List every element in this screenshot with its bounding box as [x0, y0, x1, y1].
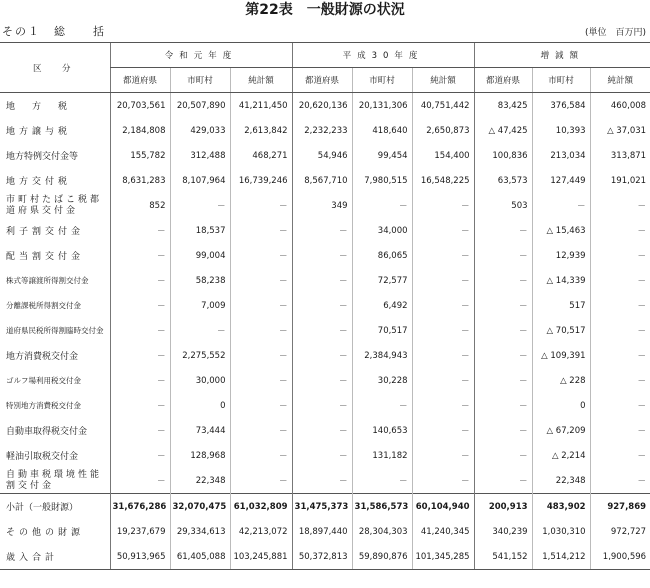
cell-value: 58,238	[170, 268, 230, 293]
cell-value: 418,640	[352, 118, 412, 143]
cell-value: －	[292, 418, 352, 443]
cell-value: 0	[170, 393, 230, 418]
table-row	[0, 368, 650, 393]
cell-value: 61,032,809	[230, 494, 292, 520]
table-row	[0, 93, 650, 119]
cell-value: －	[590, 343, 650, 368]
cell-value: －	[110, 418, 170, 443]
cell-value: 6,492	[352, 293, 412, 318]
cell-value: －	[412, 343, 474, 368]
cell-value: －	[230, 318, 292, 343]
cell-value: 18,897,440	[292, 519, 352, 544]
cell-value: 30,228	[352, 368, 412, 393]
cell-value: 31,676,286	[110, 494, 170, 520]
table-row	[0, 494, 650, 520]
header-sub: 純計額	[412, 68, 474, 93]
cell-value: 63,573	[474, 168, 532, 193]
cell-value: －	[230, 418, 292, 443]
cell-value: 41,211,450	[230, 93, 292, 119]
table-row	[0, 168, 650, 193]
cell-value: －	[352, 468, 412, 494]
cell-value: －	[474, 393, 532, 418]
cell-value: △ 70,517	[532, 318, 590, 343]
cell-value: －	[532, 193, 590, 218]
cell-value: －	[230, 243, 292, 268]
table-row	[0, 468, 650, 494]
header-sub: 市町村	[352, 68, 412, 93]
row-label: 小計（一般財源）	[0, 494, 110, 520]
cell-value: －	[292, 268, 352, 293]
cell-value: －	[110, 318, 170, 343]
table-row	[0, 519, 650, 544]
cell-value: －	[110, 218, 170, 243]
cell-value: －	[474, 343, 532, 368]
cell-value: 927,869	[590, 494, 650, 520]
cell-value: 1,514,212	[532, 544, 590, 570]
cell-value: －	[292, 243, 352, 268]
cell-value: 312,488	[170, 143, 230, 168]
row-label: 地方譲与税	[6, 127, 72, 137]
cell-value: －	[590, 468, 650, 494]
cell-value: 972,727	[590, 519, 650, 544]
cell-value: －	[230, 368, 292, 393]
cell-value: －	[412, 418, 474, 443]
header-sub: 純計額	[590, 68, 650, 93]
table-row	[0, 318, 650, 343]
cell-value: －	[292, 468, 352, 494]
cell-value: －	[230, 343, 292, 368]
cell-value: －	[352, 393, 412, 418]
table-row	[0, 118, 650, 143]
cell-value: 8,567,710	[292, 168, 352, 193]
general-revenue-table	[0, 42, 650, 570]
cell-value: 131,182	[352, 443, 412, 468]
cell-value: 100,836	[474, 143, 532, 168]
cell-value: 468,271	[230, 143, 292, 168]
row-label: 地方消費税交付金	[6, 352, 79, 362]
cell-value: 61,405,088	[170, 544, 230, 570]
cell-value: －	[412, 393, 474, 418]
row-label: 道府県民税所得割臨時交付金	[6, 326, 104, 335]
row-label: 利子割交付金	[6, 227, 85, 237]
cell-value: －	[474, 418, 532, 443]
cell-value: 83,425	[474, 93, 532, 119]
table-row	[0, 293, 650, 318]
cell-value: －	[590, 293, 650, 318]
table-row	[0, 443, 650, 468]
cell-value: 20,507,890	[170, 93, 230, 119]
cell-value: －	[590, 443, 650, 468]
cell-value: 8,631,283	[110, 168, 170, 193]
header-sub: 都道府県	[292, 68, 352, 93]
cell-value: 31,586,573	[352, 494, 412, 520]
row-label: ゴルフ場利用税交付金	[6, 376, 81, 385]
cell-value: －	[590, 318, 650, 343]
cell-value: －	[590, 193, 650, 218]
cell-value: －	[110, 268, 170, 293]
cell-value: 1,030,310	[532, 519, 590, 544]
cell-value: －	[474, 243, 532, 268]
header-sub: 市町村	[170, 68, 230, 93]
cell-value: －	[292, 393, 352, 418]
row-label: 地方交付税	[6, 177, 72, 187]
cell-value: △ 15,463	[532, 218, 590, 243]
cell-value: 101,345,285	[412, 544, 474, 570]
cell-value: －	[590, 368, 650, 393]
cell-value: 20,703,561	[110, 93, 170, 119]
cell-value: △ 109,391	[532, 343, 590, 368]
table-row	[0, 544, 650, 570]
cell-value: 1,900,596	[590, 544, 650, 570]
cell-value: 16,739,246	[230, 168, 292, 193]
cell-value: 541,152	[474, 544, 532, 570]
cell-value: －	[170, 193, 230, 218]
cell-value: 191,021	[590, 168, 650, 193]
cell-value: 128,968	[170, 443, 230, 468]
cell-value: －	[110, 343, 170, 368]
cell-value: 213,034	[532, 143, 590, 168]
row-label: 株式等譲渡所得割交付金	[6, 276, 89, 285]
cell-value: △ 67,209	[532, 418, 590, 443]
table-row	[0, 218, 650, 243]
cell-value: 140,653	[352, 418, 412, 443]
row-label: 特別地方消費税交付金	[6, 401, 81, 410]
cell-value: △ 228	[532, 368, 590, 393]
cell-value: 42,213,072	[230, 519, 292, 544]
cell-value: 70,517	[352, 318, 412, 343]
cell-value: 28,304,303	[352, 519, 412, 544]
cell-value: －	[292, 318, 352, 343]
row-label: 地方特例交付金等	[6, 152, 79, 162]
cell-value: 20,620,136	[292, 93, 352, 119]
cell-value: 59,890,876	[352, 544, 412, 570]
cell-value: －	[412, 243, 474, 268]
cell-value: －	[230, 293, 292, 318]
cell-value: －	[110, 443, 170, 468]
cell-value: 2,650,873	[412, 118, 474, 143]
cell-value: 852	[110, 193, 170, 218]
cell-value: －	[412, 368, 474, 393]
cell-value: 99,454	[352, 143, 412, 168]
cell-value: 155,782	[110, 143, 170, 168]
cell-value: －	[474, 318, 532, 343]
cell-value: 2,384,943	[352, 343, 412, 368]
cell-value: 73,444	[170, 418, 230, 443]
cell-value: －	[110, 243, 170, 268]
header-sub: 都道府県	[110, 68, 170, 93]
cell-value: －	[412, 468, 474, 494]
cell-value: 2,184,808	[110, 118, 170, 143]
cell-value: 10,393	[532, 118, 590, 143]
table-row	[0, 243, 650, 268]
row-label: 地 方 税	[6, 102, 72, 112]
cell-value: 154,400	[412, 143, 474, 168]
cell-value: 340,239	[474, 519, 532, 544]
cell-value: 20,131,306	[352, 93, 412, 119]
cell-value: －	[292, 443, 352, 468]
cell-value: 8,107,964	[170, 168, 230, 193]
table-row	[0, 268, 650, 293]
cell-value: 127,449	[532, 168, 590, 193]
cell-value: 99,004	[170, 243, 230, 268]
header-sub: 純計額	[230, 68, 292, 93]
header-group-h30: 平成30年度	[292, 43, 474, 68]
cell-value: 460,008	[590, 93, 650, 119]
cell-value: 517	[532, 293, 590, 318]
cell-value: －	[590, 393, 650, 418]
cell-value: －	[412, 193, 474, 218]
cell-value: 19,237,679	[110, 519, 170, 544]
cell-value: △ 47,425	[474, 118, 532, 143]
table-row	[0, 393, 650, 418]
cell-value: －	[474, 443, 532, 468]
cell-value: 18,537	[170, 218, 230, 243]
cell-value: 483,902	[532, 494, 590, 520]
cell-value: 54,946	[292, 143, 352, 168]
cell-value: 12,939	[532, 243, 590, 268]
row-label: 自動車取得税交付金	[6, 427, 88, 437]
cell-value: 7,009	[170, 293, 230, 318]
cell-value: 50,372,813	[292, 544, 352, 570]
cell-value: 22,348	[532, 468, 590, 494]
cell-value: 72,577	[352, 268, 412, 293]
cell-value: －	[230, 393, 292, 418]
cell-value: 2,275,552	[170, 343, 230, 368]
cell-value: 60,104,940	[412, 494, 474, 520]
cell-value: －	[230, 443, 292, 468]
header-group-r1: 令和元年度	[110, 43, 292, 68]
row-label: 分離課税所得割交付金	[6, 301, 81, 310]
cell-value: 503	[474, 193, 532, 218]
cell-value: 200,913	[474, 494, 532, 520]
row-label: 市町村たばこ税都道府県交付金	[6, 194, 103, 216]
cell-value: －	[292, 368, 352, 393]
row-label: 自動車税環境性能割交付金	[6, 469, 103, 491]
cell-value: －	[110, 393, 170, 418]
cell-value: －	[230, 268, 292, 293]
header-sub: 市町村	[532, 68, 590, 93]
cell-value: －	[230, 193, 292, 218]
cell-value: －	[412, 268, 474, 293]
cell-value: －	[474, 468, 532, 494]
table-row	[0, 418, 650, 443]
cell-value: 29,334,613	[170, 519, 230, 544]
cell-value: －	[474, 368, 532, 393]
cell-value: 86,065	[352, 243, 412, 268]
cell-value: 31,475,373	[292, 494, 352, 520]
cell-value: －	[352, 193, 412, 218]
cell-value: 16,548,225	[412, 168, 474, 193]
table-row	[0, 193, 650, 218]
cell-value: 30,000	[170, 368, 230, 393]
cell-value: 34,000	[352, 218, 412, 243]
cell-value: 0	[532, 393, 590, 418]
header-sub: 都道府県	[474, 68, 532, 93]
cell-value: 41,240,345	[412, 519, 474, 544]
cell-value: －	[474, 218, 532, 243]
cell-value: －	[292, 218, 352, 243]
cell-value: △ 2,214	[532, 443, 590, 468]
header-group-diff: 増減額	[474, 43, 650, 68]
cell-value: －	[590, 418, 650, 443]
cell-value: －	[110, 468, 170, 494]
row-label: その他の財源	[6, 528, 85, 538]
cell-value: 2,613,842	[230, 118, 292, 143]
cell-value: －	[590, 268, 650, 293]
row-label: 歳入合計	[0, 544, 110, 570]
cell-value: －	[230, 468, 292, 494]
cell-value: 22,348	[170, 468, 230, 494]
cell-value: －	[474, 293, 532, 318]
cell-value: －	[412, 293, 474, 318]
cell-value: 7,980,515	[352, 168, 412, 193]
cell-value: －	[170, 318, 230, 343]
table-row	[0, 143, 650, 168]
cell-value: 103,245,881	[230, 544, 292, 570]
cell-value: 2,232,233	[292, 118, 352, 143]
cell-value: －	[474, 268, 532, 293]
cell-value: 429,033	[170, 118, 230, 143]
cell-value: －	[292, 343, 352, 368]
cell-value: △ 14,339	[532, 268, 590, 293]
cell-value: －	[590, 243, 650, 268]
cell-value: 40,751,442	[412, 93, 474, 119]
cell-value: 50,913,965	[110, 544, 170, 570]
cell-value: －	[590, 218, 650, 243]
unit-label: (単位 百万円)	[584, 28, 646, 38]
cell-value: 32,070,475	[170, 494, 230, 520]
table-subtitle: その１ 総 括	[2, 25, 106, 38]
row-label: 配当割交付金	[6, 252, 85, 262]
cell-value: －	[412, 318, 474, 343]
cell-value: －	[110, 368, 170, 393]
cell-value: －	[412, 443, 474, 468]
cell-value: －	[412, 218, 474, 243]
cell-value: 349	[292, 193, 352, 218]
table-row	[0, 343, 650, 368]
cell-value: －	[292, 293, 352, 318]
cell-value: 313,871	[590, 143, 650, 168]
cell-value: －	[110, 293, 170, 318]
row-label: 軽油引取税交付金	[6, 452, 79, 462]
page-title: 第22表 一般財源の状況	[245, 2, 405, 18]
cell-value: 376,584	[532, 93, 590, 119]
cell-value: △ 37,031	[590, 118, 650, 143]
header-kubun: 区 分	[0, 43, 110, 93]
cell-value: －	[230, 218, 292, 243]
